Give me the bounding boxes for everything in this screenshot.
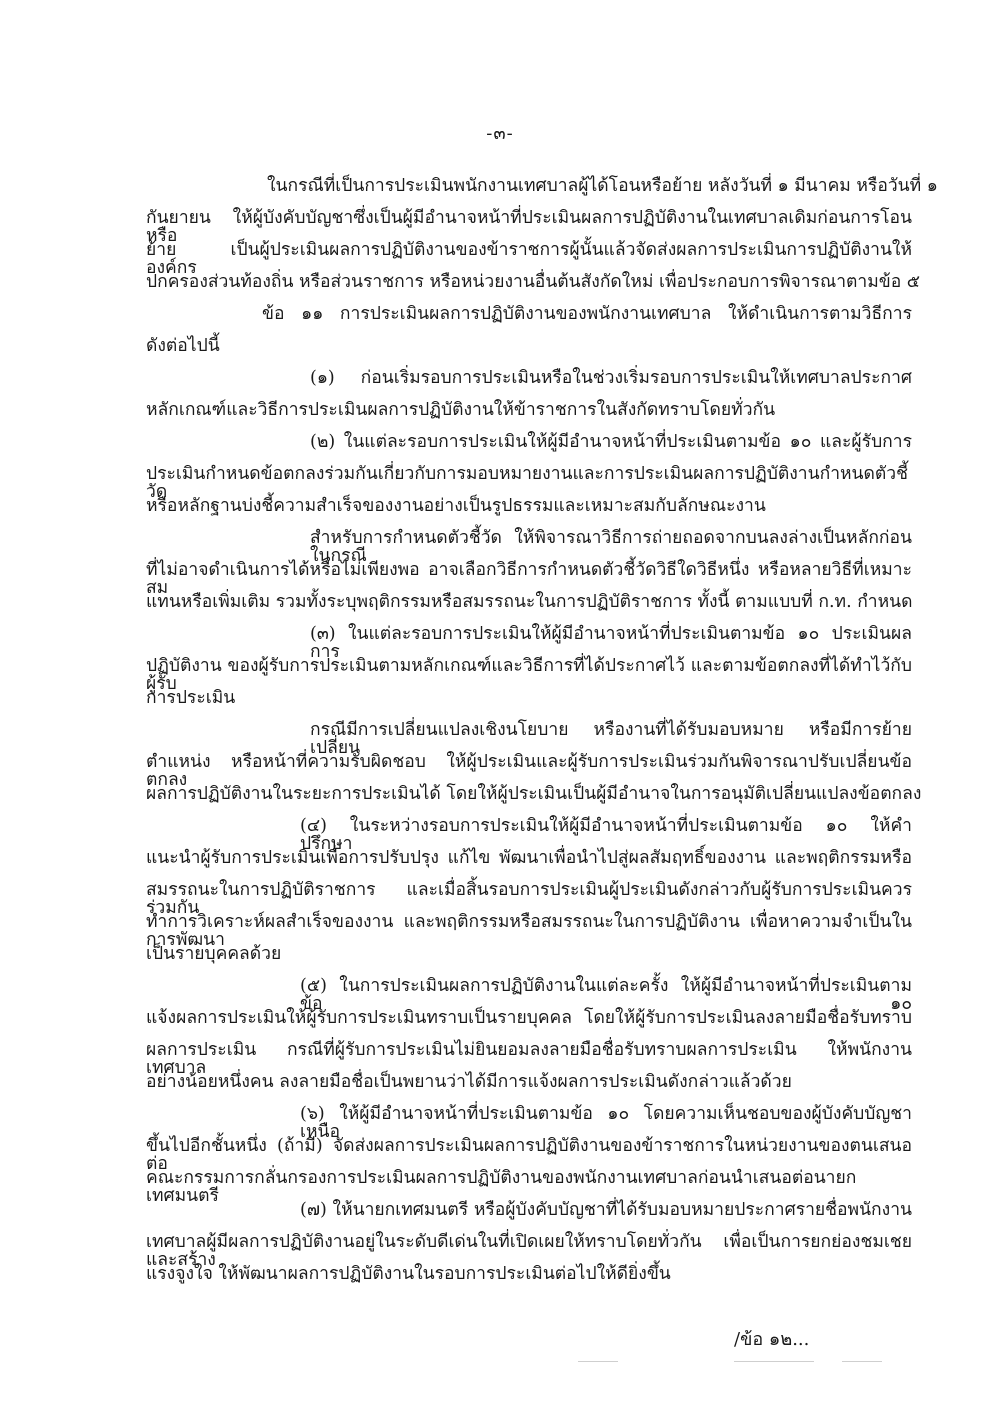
scan-artifact — [578, 1361, 618, 1362]
continuation-marker: /ข้อ ๑๒... — [734, 1329, 810, 1350]
paragraph-line: ในกรณีที่เป็นการประเมินพนักงานเทศบาลผู้ได้โอนหรือย้าย หลังวันที่ ๑ มีนาคม หรือวันที่ ๑ — [267, 176, 938, 196]
list-item-4: (๔) ในระหว่างรอบการประเมินให้ผู้มีอำนาจหน้าที่ประเมินตามข้อ ๑๐ ให้คำปรึกษา — [300, 816, 912, 854]
paragraph-line: ขึ้นไปอีกชั้นหนึ่ง (ถ้ามี) จัดส่งผลการประเมินผลการปฏิบัติงานของข้าราชการในหน่วยงานของตนเสนอต่อ — [146, 1136, 912, 1174]
paragraph-line: ปกครองส่วนท้องถิ่น หรือส่วนราชการ หรือหน่วยงานอื่นต้นสังกัดใหม่ เพื่อประกอบการพิจารณาตามข้อ ๕ — [146, 272, 921, 292]
paragraph-line: ทำการวิเคราะห์ผลสำเร็จของงาน และพฤติกรรมหรือสมรรถนะในการปฏิบัติงาน เพื่อหาความจำเป็นในการพัฒนา — [146, 912, 912, 950]
list-item-7: (๗) ให้นายกเทศมนตรี หรือผู้บังคับบัญชาที่ได้รับมอบหมายประกาศรายชื่อพนักงาน — [300, 1200, 912, 1220]
paragraph-line: สำหรับการกำหนดตัวชี้วัด ให้พิจารณาวิธีการถ่ายถอดจากบนลงล่างเป็นหลักก่อน ในกรณี — [310, 528, 912, 566]
paragraph-line: หรือหลักฐานบ่งชี้ความสำเร็จของงานอย่างเป็นรูปธรรมและเหมาะสมกับลักษณะงาน — [146, 496, 766, 516]
paragraph-line: ปฏิบัติงาน ของผู้รับการประเมินตามหลักเกณฑ์และวิธีการที่ได้ประกาศไว้ และตามข้อตกลงที่ได้ทำไว้กับผู้รับ — [146, 656, 912, 694]
paragraph-line: แรงจูงใจ ให้พัฒนาผลการปฏิบัติงานในรอบการประเมินต่อไปให้ดียิ่งขึ้น — [146, 1264, 671, 1284]
paragraph-line: หลักเกณฑ์และวิธีการประเมินผลการปฏิบัติงานให้ข้าราชการในสังกัดทราบโดยทั่วกัน — [146, 400, 776, 420]
paragraph-line: อย่างน้อยหนึ่งคน ลงลายมือชื่อเป็นพยานว่าได้มีการแจ้งผลการประเมินดังกล่าวแล้วด้วย — [146, 1072, 792, 1092]
paragraph-line: ย้าย เป็นผู้ประเมินผลการปฏิบัติงานของข้าราชการผู้นั้นแล้วจัดส่งผลการประเมินการปฏิบัติงานให้องค์กร — [146, 240, 912, 278]
paragraph-line: ผลการปฏิบัติงานในระยะการประเมินได้ โดยให้ผู้ประเมินเป็นผู้มีอำนาจในการอนุมัติเปลี่ยนแปลงข้อตกลง — [146, 784, 922, 804]
paragraph-line: ตำแหน่ง หรือหน้าที่ความรับผิดชอบ ให้ผู้ประเมินและผู้รับการประเมินร่วมกันพิจารณาปรับเปลี่ยนข้อตกลง — [146, 752, 912, 790]
paragraph-line: แนะนำผู้รับการประเมินเพื่อการปรับปรุง แก้ไข พัฒนาเพื่อนำไปสู่ผลสัมฤทธิ์ของงาน และพฤติกรรมหรือ — [146, 848, 912, 868]
list-item-3: (๓) ในแต่ละรอบการประเมินให้ผู้มีอำนาจหน้าที่ประเมินตามข้อ ๑๐ ประเมินผลการ — [310, 624, 912, 662]
list-item-6: (๖) ให้ผู้มีอำนาจหน้าที่ประเมินตามข้อ ๑๐ โดยความเห็นชอบของผู้บังคับบัญชาเหนือ — [300, 1104, 912, 1142]
paragraph-line: แทนหรือเพิ่มเติม รวมทั้งระบุพฤติกรรมหรือสมรรถนะในการปฏิบัติราชการ ทั้งนี้ ตามแบบที่ ก.ท. กำหนด — [146, 592, 913, 612]
paragraph-line: ประเมินกำหนดข้อตกลงร่วมกันเกี่ยวกับการมอบหมายงานและการประเมินผลการปฏิบัติงานกำหนดตัวชี้วัด — [146, 464, 908, 502]
paragraph-line: กรณีมีการเปลี่ยนแปลงเชิงนโยบาย หรืองานที่ได้รับมอบหมาย หรือมีการย้ายเปลี่ยน — [310, 720, 912, 758]
paragraph-line: เทศบาลผู้มีผลการปฏิบัติงานอยู่ในระดับดีเด่นในที่เปิดเผยให้ทราบโดยทั่วกัน เพื่อเป็นการยกย่องชมเชยและสร้าง — [146, 1232, 912, 1270]
paragraph-line: แจ้งผลการประเมินให้ผู้รับการประเมินทราบเป็นรายบุคคล โดยให้ผู้รับการประเมินลงลายมือชื่อรับทราบ — [146, 1008, 912, 1028]
paragraph-line: สมรรถนะในการปฏิบัติราชการ และเมื่อสิ้นรอบการประเมินผู้ประเมินดังกล่าวกับผู้รับการประเมินควรร่วมกัน — [146, 880, 912, 918]
scan-artifact — [842, 1361, 882, 1362]
paragraph-line: เป็นรายบุคคลด้วย — [146, 944, 282, 964]
page-number: -๓- — [486, 123, 514, 144]
paragraph-line: ดังต่อไปนี้ — [146, 336, 220, 356]
paragraph-line: คณะกรรมการกลั่นกรองการประเมินผลการปฏิบัติงานของพนักงานเทศบาลก่อนนำเสนอต่อนายกเทศมนตรี — [146, 1168, 857, 1206]
paragraph-line: ผลการประเมิน กรณีที่ผู้รับการประเมินไม่ยินยอมลงลายมือชื่อรับทราบผลการประเมิน ให้พนักงานเทศบาล — [146, 1040, 912, 1078]
list-item-5: (๕) ในการประเมินผลการปฏิบัติงานในแต่ละครั้ง ให้ผู้มีอำนาจหน้าที่ประเมินตามข้อ ๑๐ — [300, 976, 912, 1014]
paragraph-line: กันยายน ให้ผู้บังคับบัญชาซึ่งเป็นผู้มีอำนาจหน้าที่ประเมินผลการปฏิบัติงานในเทศบาลเดิมก่อนการโอน หรือ — [146, 208, 912, 246]
paragraph-line: การประเมิน — [146, 688, 236, 708]
scan-artifact — [734, 1361, 814, 1362]
paragraph-line: ที่ไม่อาจดำเนินการได้หรือไม่เพียงพอ อาจเลือกวิธีการกำหนดตัวชี้วัดวิธีใดวิธีหนึ่ง หรือหลายวิธีที่เหมาะสม — [146, 560, 912, 598]
clause-heading: ข้อ ๑๑ การประเมินผลการปฏิบัติงานของพนักงานเทศบาล ให้ดำเนินการตามวิธีการ — [262, 304, 912, 324]
list-item-1: (๑) ก่อนเริ่มรอบการประเมินหรือในช่วงเริ่มรอบการประเมินให้เทศบาลประกาศ — [310, 368, 912, 388]
list-item-2: (๒) ในแต่ละรอบการประเมินให้ผู้มีอำนาจหน้าที่ประเมินตามข้อ ๑๐ และผู้รับการ — [310, 432, 912, 452]
